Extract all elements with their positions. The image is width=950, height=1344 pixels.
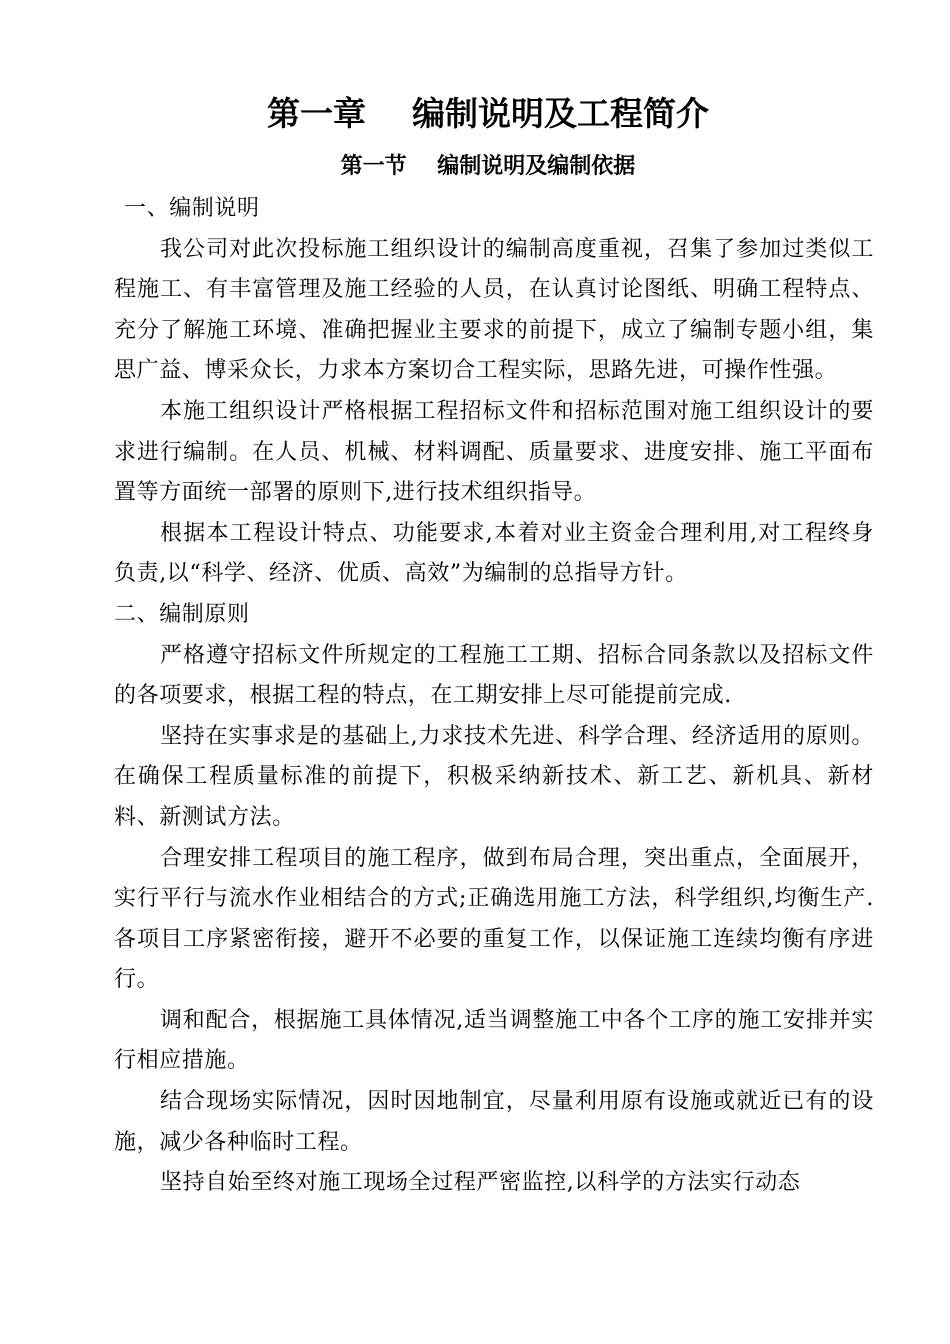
paragraph: 我公司对此次投标施工组织设计的编制高度重视，召集了参加过类似工程施工、有丰富管理及施工经验的人员，在认真讨论图纸、明确工程特点、充分了解施工环境、准确把握业主要求的前提下，成立了编制专题小组，集思广益、博采众长，力求本方案切合工程实际，思路先进，可操作性强。 xyxy=(114,236,874,384)
paragraph: 合理安排工程项目的施工程序，做到布局合理，突出重点，全面展开，实行平行与流水作业相结合的方式;正确选用施工方法，科学组织,均衡生产.各项目工序紧密衔接，避开不必要的重复工作，以保证施工连续均衡有序进行。 xyxy=(114,845,874,993)
paragraph: 坚持自始至终对施工现场全过程严密监控,以科学的方法实行动态 xyxy=(160,1170,801,1196)
paragraph: 严格遵守招标文件所规定的工程施工工期、招标合同条款以及招标文件的各项要求，根据工程的特点，在工期安排上尽可能提前完成. xyxy=(114,642,874,709)
paragraph: 结合现场实际情况，因时因地制宜，尽量利用原有设施或就近已有的设施，减少各种临时工程。 xyxy=(114,1089,874,1155)
document-body xyxy=(114,189,874,1204)
heading-compilation-principles: 二、编制原则 xyxy=(114,601,250,627)
paragraph: 坚持在实事求是的基础上,力求技术先进、科学合理、经济适用的原则。在确保工程质量标准的前提下，积极采纳新技术、新工艺、新机具、新材料、新测试方法。 xyxy=(114,723,874,830)
section-title: 第一节 编制说明及编制依据 xyxy=(340,153,636,179)
chapter-title: 第一章 编制说明及工程简介 xyxy=(267,94,709,133)
heading-compilation-notes: 一、编制说明 xyxy=(124,196,260,221)
paragraph: 调和配合，根据施工具体情况,适当调整施工中各个工序的施工安排并实行相应措施。 xyxy=(114,1007,874,1074)
paragraph: 根据本工程设计特点、功能要求,本着对业主资金合理利用,对工程终身负责,以“科学、经济、优质、高效”为编制的总指导方针。 xyxy=(114,520,874,587)
paragraph: 本施工组织设计严格根据工程招标文件和招标范围对施工组织设计的要求进行编制。在人员、机械、材料调配、质量要求、进度安排、施工平面布置等方面统一部署的原则下,进行技术组织指导。 xyxy=(114,398,874,506)
